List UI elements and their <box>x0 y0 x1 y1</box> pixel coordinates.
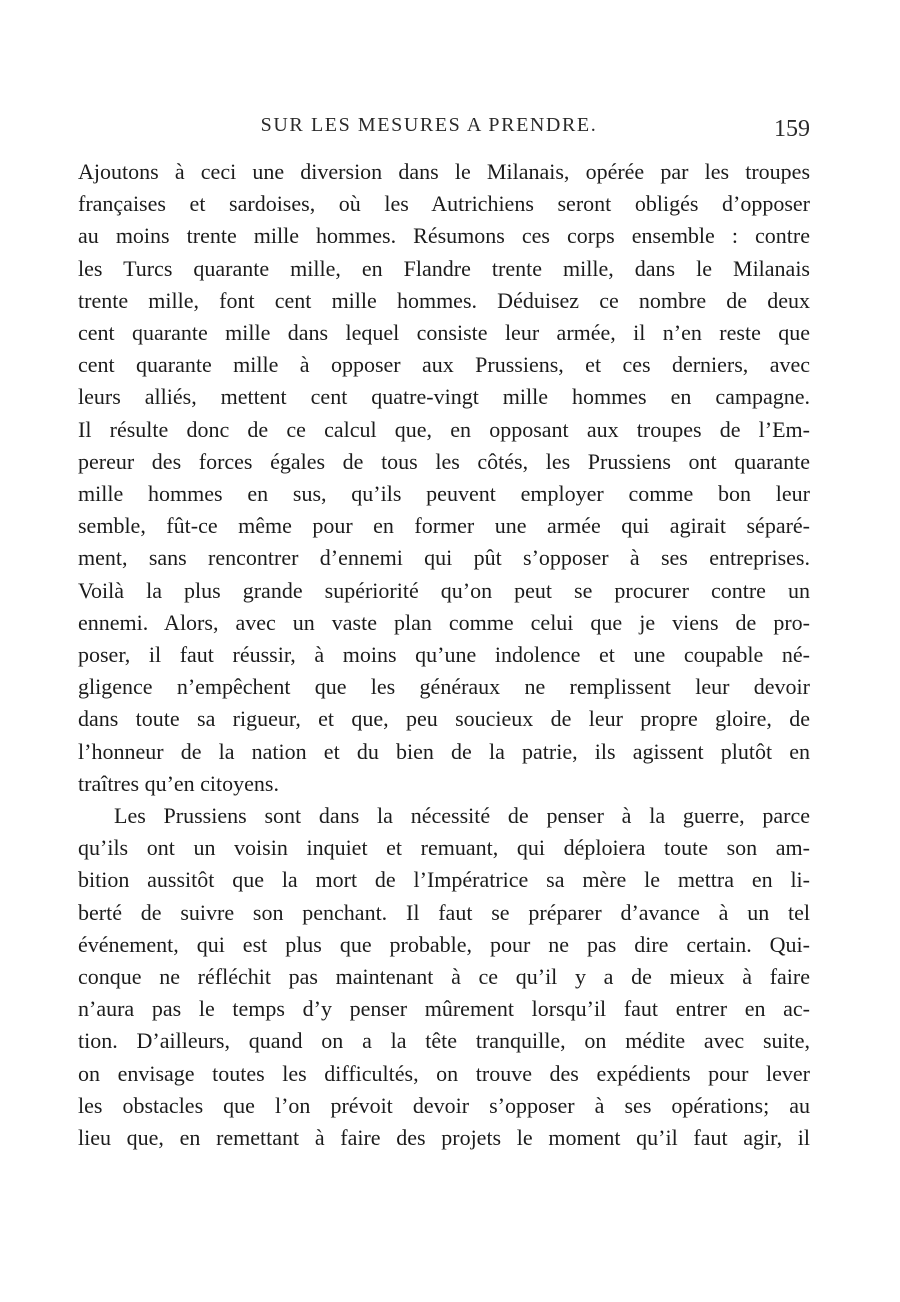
text-line: conque ne réfléchit pas maintenant à ce qu’il y a de mieux à faire <box>78 964 810 990</box>
text-line: événement, qui est plus que probable, pour ne pas dire certain. Qui- <box>78 931 810 957</box>
text-line: gligence n’empêchent que les généraux ne remplissent leur devoir <box>78 674 810 700</box>
text-line: les obstacles que l’on prévoit devoir s’opposer à ses opérations; au <box>78 1092 810 1118</box>
paragraph-2 <box>78 800 810 1154</box>
text-line: poser, il faut réussir, à moins qu’une indolence et une coupable né- <box>78 642 810 668</box>
text-line: qu’ils ont un voisin inquiet et remuant, qui déploiera toute son am- <box>78 835 810 861</box>
text-line: cent quarante mille à opposer aux Prussiens, et ces derniers, avec <box>78 352 810 378</box>
text-line: françaises et sardoises, où les Autrichiens seront obligés d’opposer <box>78 191 810 217</box>
body-text <box>78 156 810 1154</box>
text-line: ment, sans rencontrer d’ennemi qui pût s’opposer à ses entreprises. <box>78 545 810 571</box>
text-line: Les Prussiens sont dans la nécessité de penser à la guerre, parce <box>114 803 810 829</box>
text-line: Ajoutons à ceci une diversion dans le Milanais, opérée par les troupes <box>78 159 810 184</box>
text-line: tion. D’ailleurs, quand on a la tête tranquille, on médite avec suite, <box>78 1028 810 1054</box>
text-line: berté de suivre son penchant. Il faut se préparer d’avance à un tel <box>78 899 810 925</box>
text-line: mille hommes en sus, qu’ils peuvent employer comme bon leur <box>78 481 810 507</box>
text-line: pereur des forces égales de tous les côtés, les Prussiens ont quarante <box>78 448 810 474</box>
running-head <box>78 114 810 144</box>
text-line: trente mille, font cent mille hommes. Déduisez ce nombre de deux <box>78 287 810 313</box>
text-line: bition aussitôt que la mort de l’Impératrice sa mère le mettra en li- <box>78 867 810 893</box>
text-line: l’honneur de la nation et du bien de la patrie, ils agissent plutôt en <box>78 738 810 764</box>
text-line: lieu que, en remettant à faire des projets le moment qu’il faut agir, il <box>78 1125 810 1151</box>
text-line: ennemi. Alors, avec un vaste plan comme celui que je viens de pro- <box>78 609 810 635</box>
text-line: on envisage toutes les difficultés, on trouve des expédients pour lever <box>78 1060 810 1086</box>
text-line: cent quarante mille dans lequel consiste leur armée, il n’en reste que <box>78 320 810 346</box>
page-number: 159 <box>774 116 810 142</box>
text-line: Voilà la plus grande supériorité qu’on peut se procurer contre un <box>78 577 810 603</box>
paragraph-1 <box>78 156 810 800</box>
text-line: dans toute sa rigueur, et que, peu soucieux de leur propre gloire, de <box>78 706 810 732</box>
text-line: traîtres qu’en citoyens. <box>78 770 279 796</box>
text-line: au moins trente mille hommes. Résumons ces corps ensemble : contre <box>78 223 810 249</box>
text-line: semble, fût-ce même pour en former une armée qui agirait séparé- <box>78 513 810 539</box>
running-title: SUR LES MESURES A PRENDRE. <box>260 114 598 136</box>
text-line: les Turcs quarante mille, en Flandre trente mille, dans le Milanais <box>78 255 810 281</box>
text-line: Il résulte donc de ce calcul que, en opposant aux troupes de l’Em- <box>78 416 810 442</box>
text-line: leurs alliés, mettent cent quatre-vingt mille hommes en campagne. <box>78 384 810 410</box>
text-line: n’aura pas le temps d’y penser mûrement lorsqu’il faut entrer en ac- <box>78 996 810 1022</box>
